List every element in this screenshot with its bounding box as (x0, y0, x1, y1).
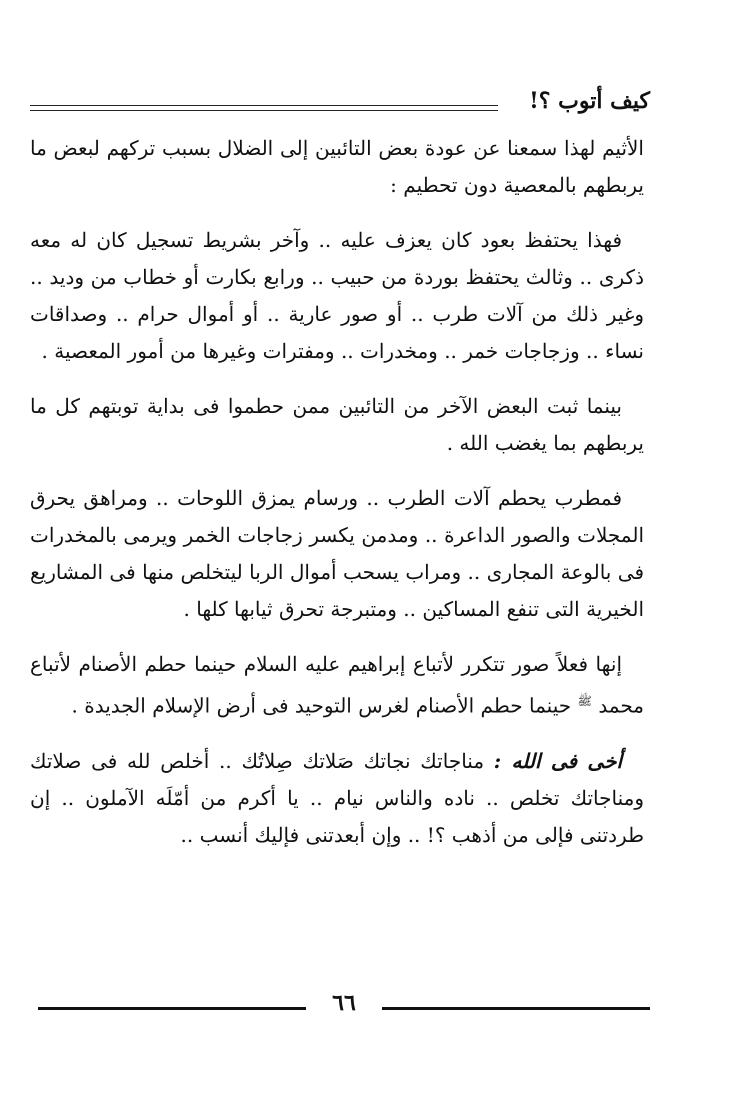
footer-rule (382, 1007, 650, 1010)
page-footer (38, 990, 650, 1030)
paragraph: الأثيم لهذا سمعنا عن عودة بعض التائبين إلى الضلال بسبب تركهم لبعض ما يربطهم بالمعصية دون تحطيم : (30, 136, 644, 197)
header-rule (30, 105, 498, 106)
page-number: ٦٦ (332, 990, 356, 1016)
header-rule (30, 110, 498, 111)
paragraph-text: مناجاتك نجاتك صَلاتك صِلاتُك .. أخلص لله فى صلاتك ومناجاتك تخلص .. ناده والناس نيام .. يا أكرم من أمّلَه الآملون .. إن طردتنى فإلى من أذهب ؟! .. وإن أبعدتنى فإليك أنسب .. (30, 748, 644, 847)
running-title: كيف أتوب ؟! (529, 88, 650, 114)
paragraph (30, 646, 644, 725)
honorific-glyph: ﷺ (577, 694, 592, 708)
paragraph-lead: أخى فى الله : (493, 748, 623, 773)
paragraph: فهذا يحتفظ بعود كان يعزف عليه .. وآخر بشريط تسجيل كان له معه ذكرى .. وثالث يحتفظ بوردة من حبيب .. ورابع بكارت أو خطاب من وديد .. وغير ذلك من آلات طرب .. أو صور عارية .. أو أموال حرام .. وصداقات نساء .. وزجاجات خمر .. ومخدرات .. ومفترات وغيرها من أمور المعصية . (30, 228, 644, 363)
paragraph: بينما ثبت البعض الآخر من التائبين ممن حطموا فى بداية توبتهم كل ما يربطهم بما يغضب الله . (30, 394, 644, 455)
paragraph: فمطرب يحطم آلات الطرب .. ورسام يمزق اللوحات .. ومراهق يحرق المجلات والصور الداعرة .. ومدمن يكسر زجاجات الخمر ويرمى بالمخدرات فى بالوعة المجارى .. ومراب يسحب أموال الربا ليتخلص منها فى المشاريع الخيرية التى تنفع المساكين .. ومتبرجة تحرق ثيابها كلها . (30, 486, 644, 621)
page-body (30, 130, 644, 872)
running-header (30, 88, 650, 122)
paragraph-text: حينما حطم الأصنام لغرس التوحيد فى أرض الإسلام الجديدة . (71, 693, 572, 718)
paragraph (30, 743, 644, 854)
paragraph-text: إنها فعلاً صور تتكرر لأتباع إبراهيم عليه السلام حينما حطم الأصنام لأتباع محمد (30, 652, 644, 718)
